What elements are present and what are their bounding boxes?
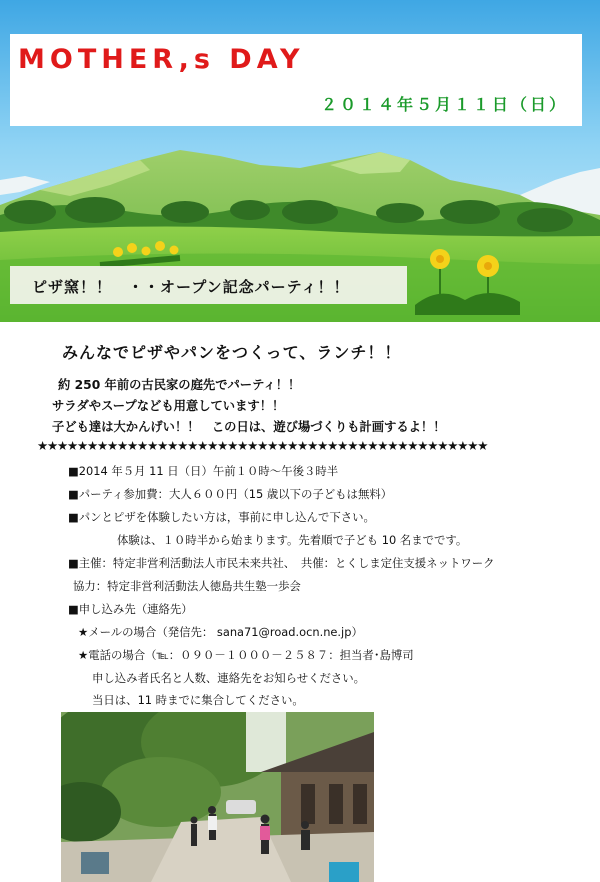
detail-contact-heading: ■申し込み先（連絡先） — [68, 602, 193, 616]
detail-experience: 体験は、１０時半から始まります。先着順で子ども 10 名までです。 — [117, 533, 468, 547]
detail-phone: ★電話の場合（℡：０９０－１０００－２５８７：担当者･島博司 — [78, 648, 414, 662]
event-photo — [61, 712, 374, 882]
subtitle-box — [10, 266, 407, 304]
detail-email: ★メールの場合（発信先： sana71@road.ocn.ne.jp） — [78, 625, 363, 639]
detail-cooperation: 協力：特定非営利活動法人徳島共生塾一歩会 — [73, 579, 301, 593]
subtitle: ピザ窯！！ ・・オープン記念パーティ！！ — [32, 278, 350, 296]
event-date: ２０１４年５月１１日（日） — [320, 95, 568, 114]
page-title: MOTHER,s DAY — [18, 44, 305, 75]
header-banner — [0, 0, 600, 322]
title-box — [10, 34, 582, 126]
intro-line: サラダやスープなども用意しています！！ — [52, 399, 285, 413]
detail-fee: ■パーティ参加費：大人６００円（15 歳以下の子どもは無料） — [68, 487, 393, 501]
detail-reservation: ■パンとピザを体験したい方は，事前に申し込んで下さい。 — [68, 510, 375, 524]
detail-date: ■2014 年５月 11 日（日）午前１０時～午後３時半 — [68, 464, 339, 478]
detail-gather-time: 当日は、11 時までに集合してください。 — [92, 693, 304, 707]
intro-line: 約 250 年前の古民家の庭先でパーティ！！ — [58, 378, 301, 392]
star-divider: ★★★★★★★★★★★★★★★★★★★★★★★★★★★★★★★★★★★★★★★★★★★★★ — [37, 438, 488, 453]
farmhouse-garden-photo — [61, 712, 374, 882]
headline: みんなでピザやパンをつくって、ランチ！！ — [62, 343, 402, 362]
detail-organizer: ■主催：特定非営利活動法人市民未来共社、 共催：とくしま定住支援ネットワーク — [68, 556, 495, 570]
detail-notice: 申し込み者氏名と人数、連絡先をお知らせください。 — [92, 671, 366, 685]
intro-line: 子ども達は大かんげい！！ この日は、遊び場づくりも計画するよ！！ — [52, 420, 446, 434]
